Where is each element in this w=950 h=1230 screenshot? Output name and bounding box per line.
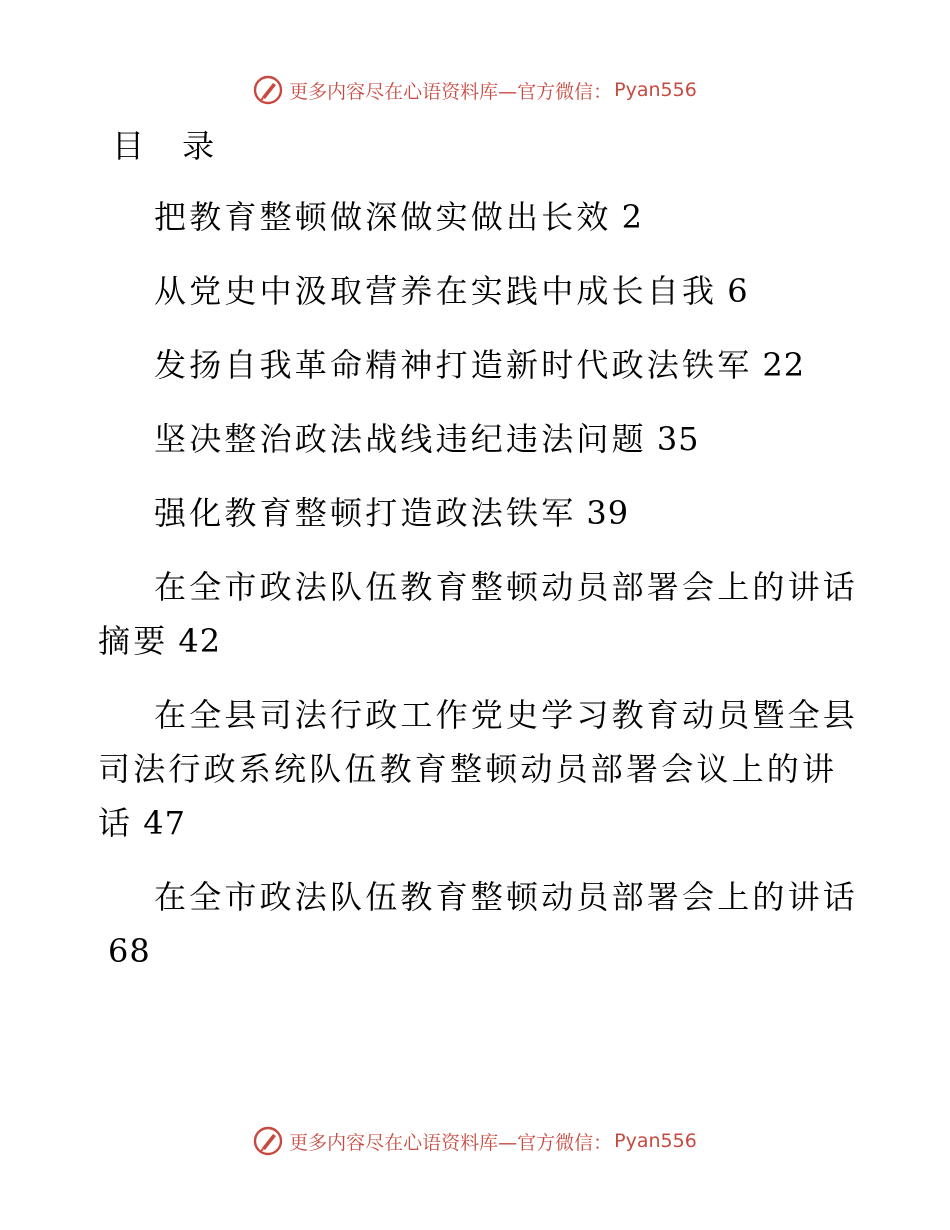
toc-entry-title: 在全市政法队伍教育整顿动员部署会上的讲话	[154, 878, 859, 916]
toc-list	[98, 190, 858, 998]
footer-watermark	[0, 1121, 950, 1161]
watermark-text: 更多内容尽在心语资料库—官方微信：	[289, 1131, 613, 1154]
toc-entry[interactable]	[98, 486, 858, 540]
toc-entry[interactable]	[98, 264, 858, 318]
toc-entry-page: 2	[621, 198, 643, 236]
toc-entry-title: 坚决整治政法战线违纪违法问题	[154, 420, 647, 458]
quill-pen-icon	[253, 75, 283, 105]
toc-entry-title: 在全市政法队伍教育整顿动员部署会上的讲话摘要	[98, 568, 859, 660]
toc-entry-page: 68	[108, 932, 151, 970]
toc-entry-title: 从党史中汲取营养在实践中成长自我	[154, 272, 718, 310]
quill-pen-icon	[253, 1126, 283, 1156]
toc-entry[interactable]	[98, 688, 858, 850]
watermark-account: Pyan556	[614, 1130, 697, 1152]
toc-entry-title: 把教育整顿做深做实做出长效	[154, 198, 612, 236]
header-watermark	[0, 70, 950, 110]
toc-entry-page: 42	[178, 622, 222, 660]
toc-entry[interactable]	[98, 870, 858, 978]
toc-entry-page: 47	[143, 804, 186, 842]
toc-entry[interactable]	[98, 560, 858, 668]
watermark-account: Pyan556	[614, 79, 697, 101]
toc-entry-page: 6	[727, 272, 749, 310]
toc-entry-page: 39	[586, 494, 630, 532]
toc-entry-page: 22	[762, 346, 806, 384]
toc-entry[interactable]	[98, 338, 858, 392]
watermark-text: 更多内容尽在心语资料库—官方微信：	[289, 80, 613, 103]
toc-entry[interactable]	[98, 190, 858, 244]
toc-title: 目 录	[112, 127, 229, 165]
toc-entry[interactable]	[98, 412, 858, 466]
toc-entry-title: 强化教育整顿打造政法铁军	[154, 494, 577, 532]
toc-entry-page: 35	[656, 420, 700, 458]
toc-entry-title: 在全县司法行政工作党史学习教育动员暨全县司法行政系统队伍教育整顿动员部署会议上的讲话	[98, 696, 859, 842]
toc-entry-title: 发扬自我革命精神打造新时代政法铁军	[154, 346, 753, 384]
